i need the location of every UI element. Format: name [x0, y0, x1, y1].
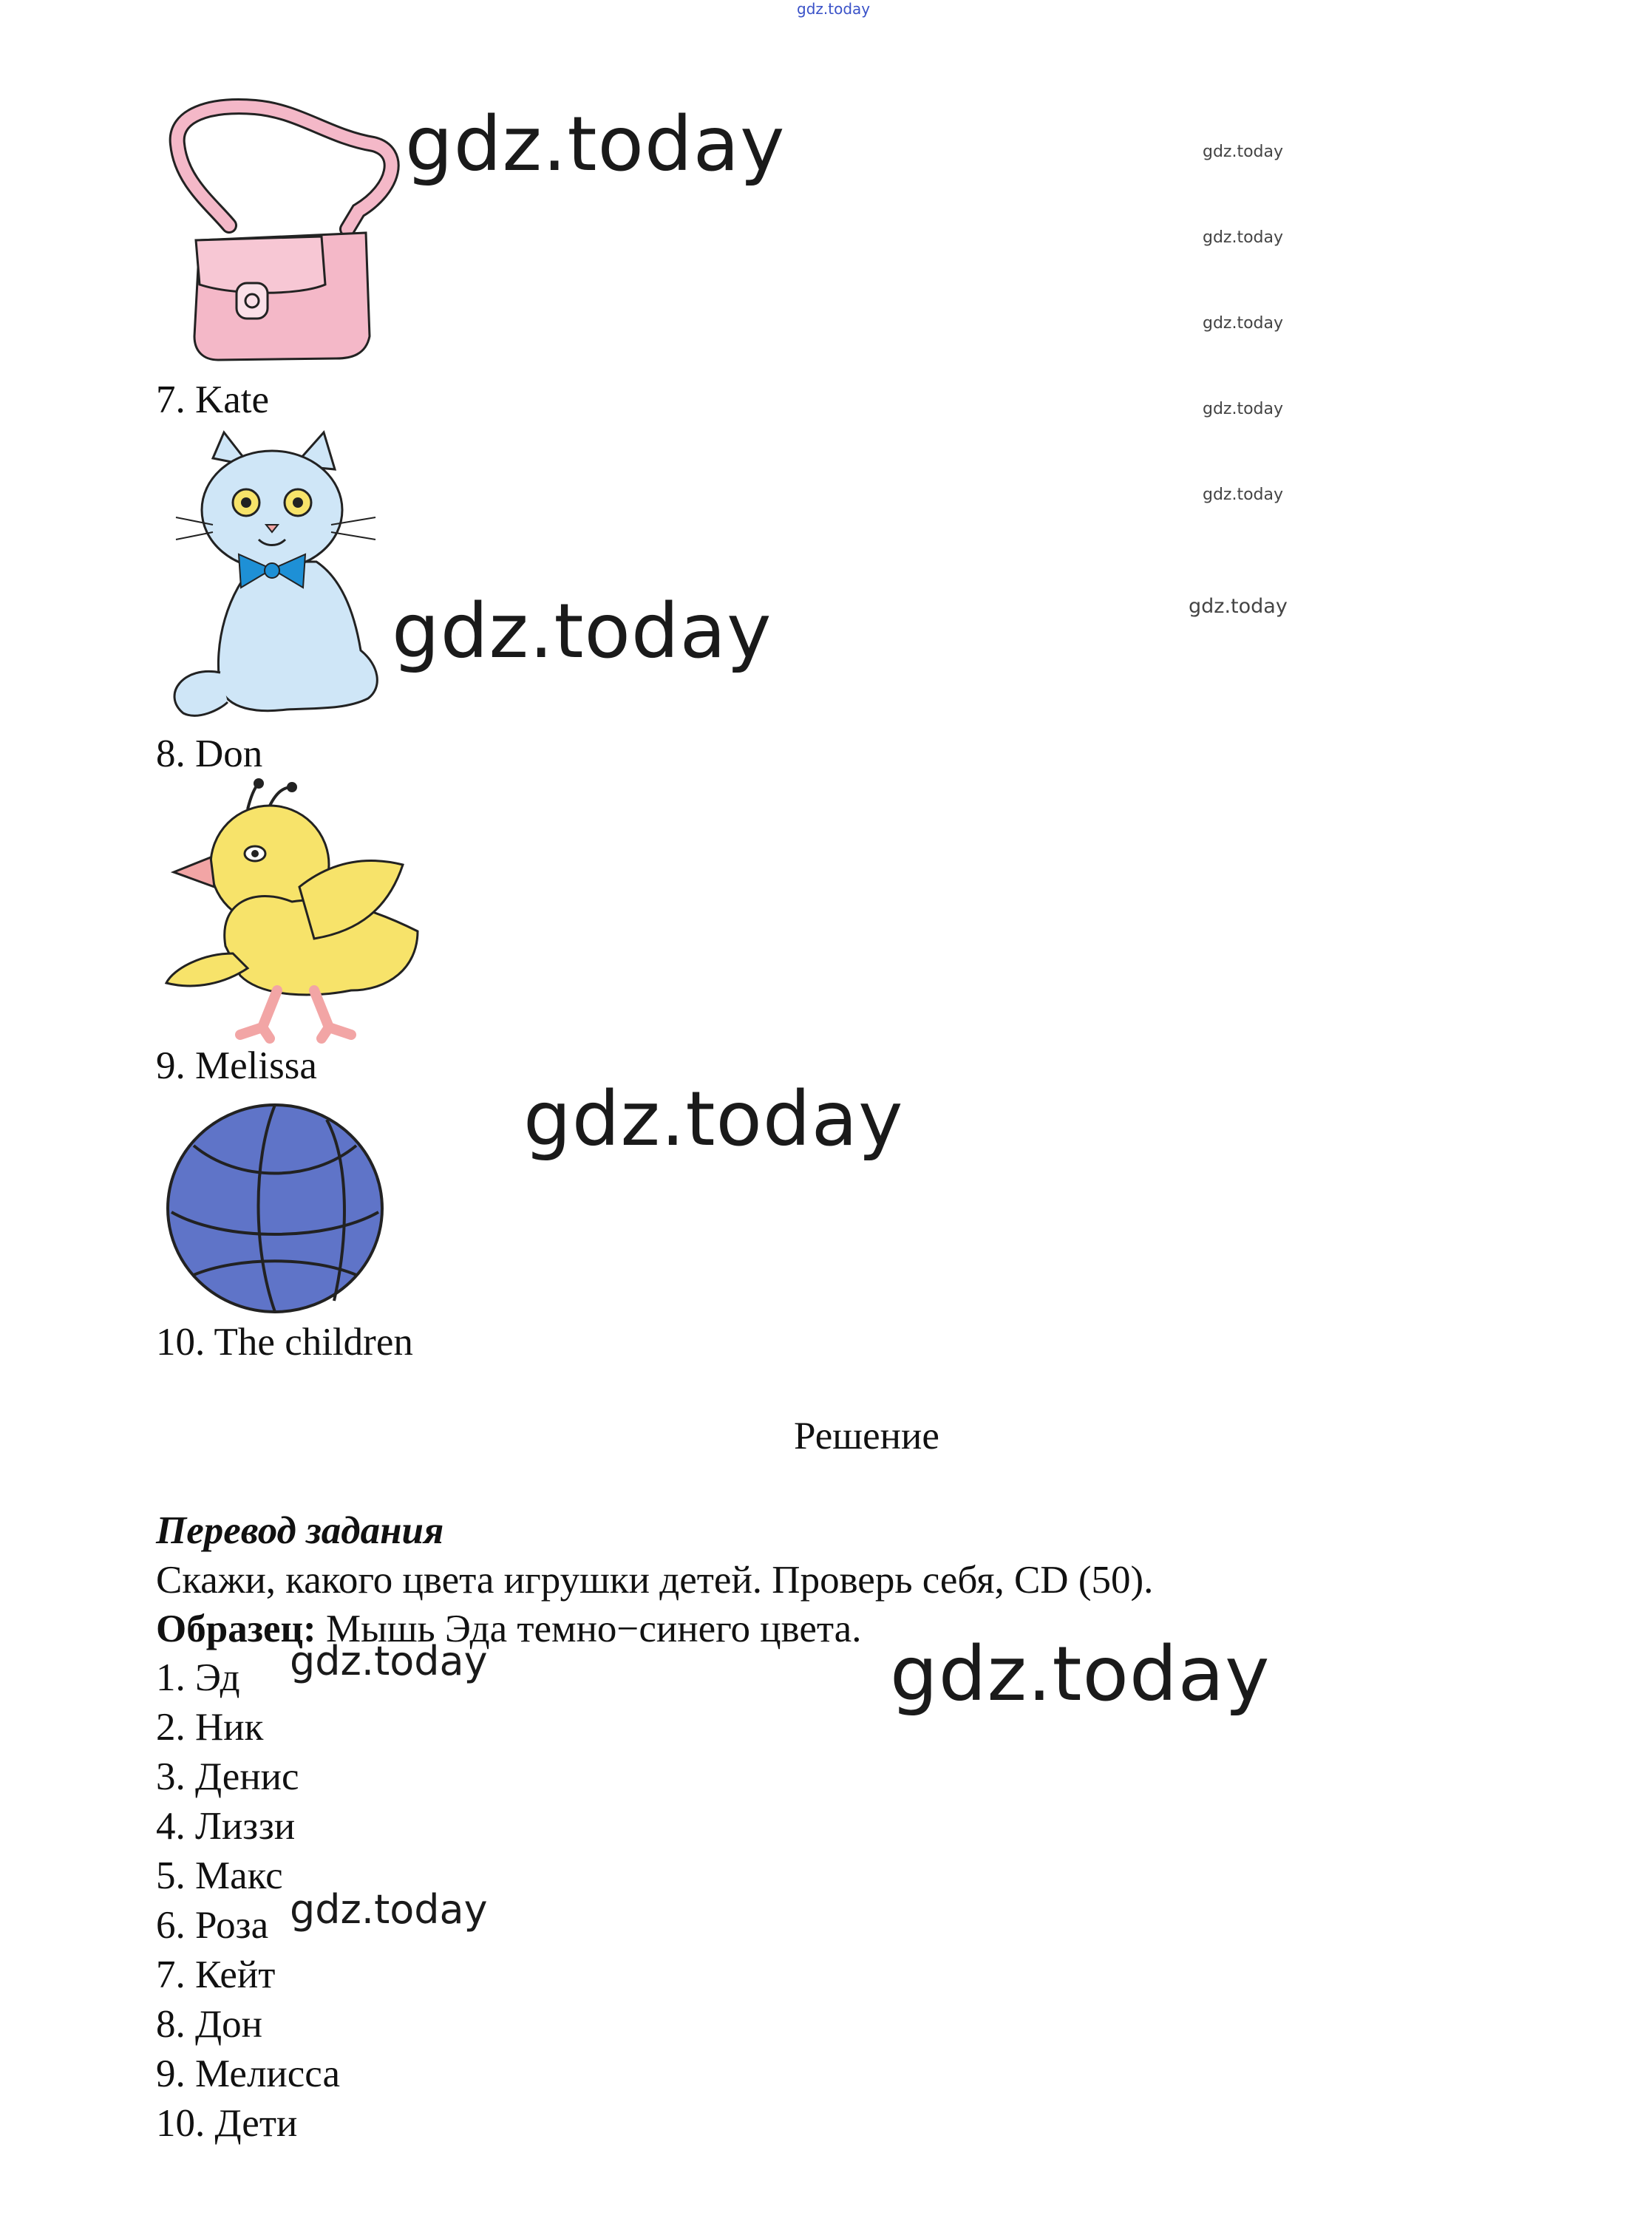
solution-heading: Решение [794, 1415, 939, 1457]
watermark-large: gdz.today [392, 588, 772, 676]
list-item: 8. Дон [156, 2003, 263, 2046]
watermark-small: gdz.today [1203, 143, 1284, 161]
list-item: 1. Эд [156, 1656, 240, 1699]
example-line [156, 1610, 861, 1649]
item-label-kate: 7. Kate [156, 378, 270, 421]
watermark-small: gdz.today [1203, 486, 1284, 504]
item-label-don: 8. Don [156, 732, 263, 775]
list-item: 4. Лиззи [156, 1805, 296, 1848]
example-label: Образец: [156, 1608, 316, 1650]
watermark-large: gdz.today [523, 1075, 904, 1163]
watermark-small: gdz.today [1189, 595, 1288, 618]
list-item: 5. Макс [156, 1854, 283, 1897]
list-item: 2. Ник [156, 1706, 264, 1749]
list-item: 9. Мелисса [156, 2052, 340, 2095]
example-text: Мышь Эда темно−синего цвета. [316, 1608, 862, 1650]
watermark-medium: gdz.today [290, 1638, 488, 1684]
watermark-top: gdz.today [797, 0, 871, 18]
instruction-text: Скажи, какого цвета игрушки детей. Проверь себя, CD (50). [156, 1559, 1154, 1602]
handbag-illustration [166, 100, 410, 366]
list-item: 7. Кейт [156, 1953, 276, 1996]
list-item: 3. Денис [156, 1755, 299, 1798]
watermark-small: gdz.today [1203, 228, 1284, 247]
watermark-small: gdz.today [1203, 314, 1284, 333]
watermark-medium: gdz.today [290, 1886, 488, 1933]
item-label-melissa: 9. Melissa [156, 1044, 317, 1087]
item-label-the-children: 10. The children [156, 1321, 413, 1364]
bird-illustration [166, 783, 421, 1038]
list-item: 6. Роза [156, 1904, 269, 1947]
watermark-large: gdz.today [890, 1630, 1271, 1718]
ball-illustration [164, 1101, 386, 1316]
translation-heading: Перевод задания [156, 1509, 444, 1552]
watermark-large: gdz.today [405, 101, 786, 188]
watermark-small: gdz.today [1203, 400, 1284, 418]
list-item: 10. Дети [156, 2102, 298, 2145]
cat-illustration [169, 429, 405, 724]
